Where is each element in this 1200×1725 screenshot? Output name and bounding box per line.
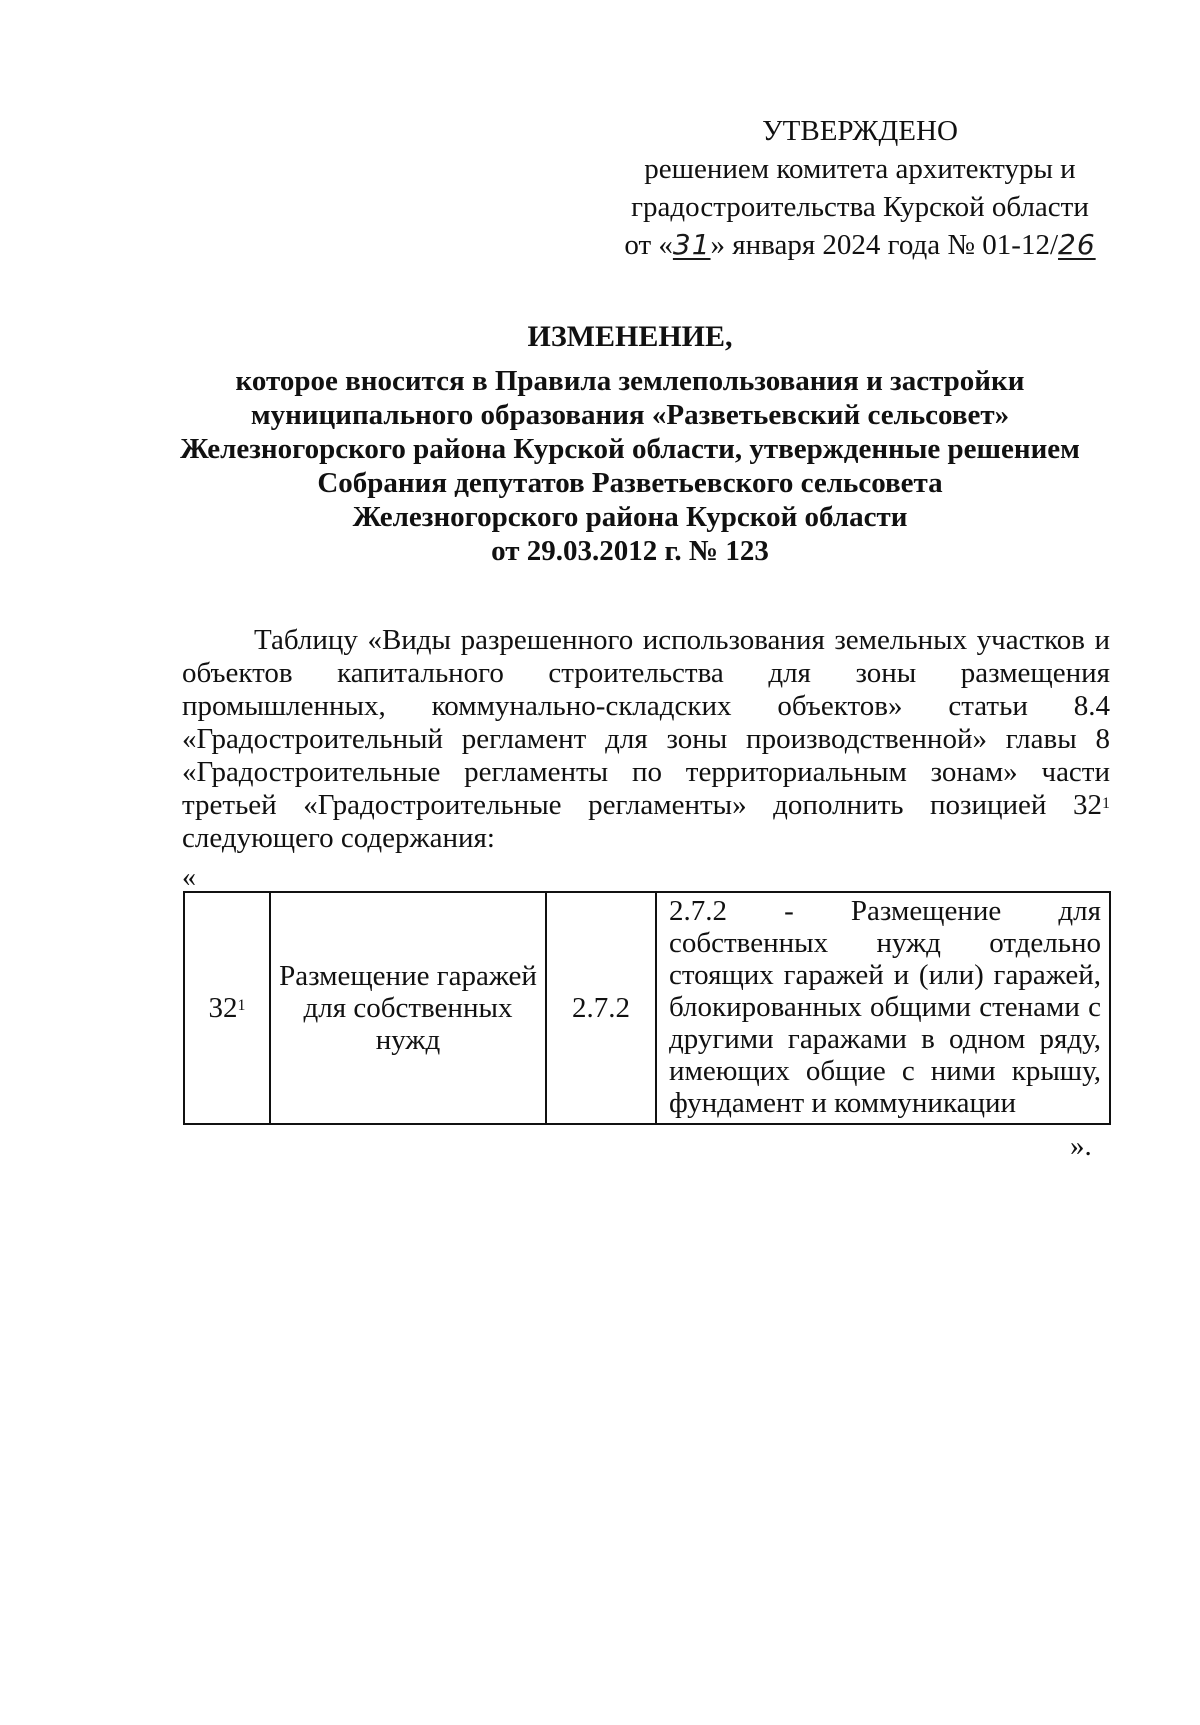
closing-quote-mark: ». bbox=[1070, 1130, 1092, 1162]
opening-quote-mark: « bbox=[182, 862, 196, 893]
body-superscript: 1 bbox=[1102, 795, 1110, 812]
title-line: Собрания депутатов Разветьевского сельсовета bbox=[317, 467, 943, 499]
cell-use-description: 2.7.2 - Размещение для собственных нужд отдельно стоящих гаражей и (или) гаражей, блокированных общими стенами с другими гаражами в одном ряду, имеющих общие с ними крышу, фундамент и коммуникации bbox=[656, 892, 1110, 1124]
approval-line-1: решением комитета архитектуры и bbox=[644, 153, 1076, 185]
body-text-tail: следующего содержания: bbox=[182, 822, 495, 854]
document-title bbox=[150, 318, 1110, 568]
body-text-main: Таблицу «Виды разрешенного использования земельных участков и объектов капитального строительства для зоны размещения промышленных, коммунально-складских объектов» статьи 8.4 «Градостроительный регламент для зоны производственной» главы 8 «Градостроительные регламенты по территориальным зонам» части третьей «Градостроительные регламенты» дополнить позицией 32 bbox=[182, 624, 1110, 821]
cell-use-name: Размещение гаражей для собственных нужд bbox=[270, 892, 546, 1124]
title-main: ИЗМЕНЕНИЕ, bbox=[527, 320, 733, 353]
title-line: Железногорского района Курской области, утвержденные решением bbox=[180, 433, 1080, 465]
cell-use-code: 2.7.2 bbox=[546, 892, 656, 1124]
approval-date-prefix: от « bbox=[624, 229, 673, 261]
handwritten-day: 31 bbox=[672, 228, 711, 261]
approval-heading: УТВЕРЖДЕНО bbox=[762, 115, 958, 147]
handwritten-doc-number: 26 bbox=[1058, 228, 1096, 261]
title-line: Железногорского района Курской области bbox=[352, 501, 908, 533]
approval-line-2: градостроительства Курской области bbox=[631, 191, 1089, 223]
title-line: которое вносится в Правила землепользования и застройки bbox=[235, 365, 1025, 397]
land-use-table bbox=[183, 891, 1111, 1125]
title-line: от 29.03.2012 г. № 123 bbox=[491, 535, 769, 567]
title-line: муниципального образования «Разветьевский сельсовет» bbox=[250, 399, 1010, 431]
position-number: 32 bbox=[208, 992, 238, 1024]
body-paragraph bbox=[182, 624, 1110, 855]
approval-stamp-block bbox=[600, 112, 1120, 264]
position-number-sup: 1 bbox=[237, 997, 246, 1014]
table-row bbox=[184, 892, 1110, 1124]
approval-date-middle: » января 2024 года № 01-12/ bbox=[710, 229, 1059, 261]
approval-date-line bbox=[600, 226, 1120, 264]
cell-position-number bbox=[184, 892, 270, 1124]
